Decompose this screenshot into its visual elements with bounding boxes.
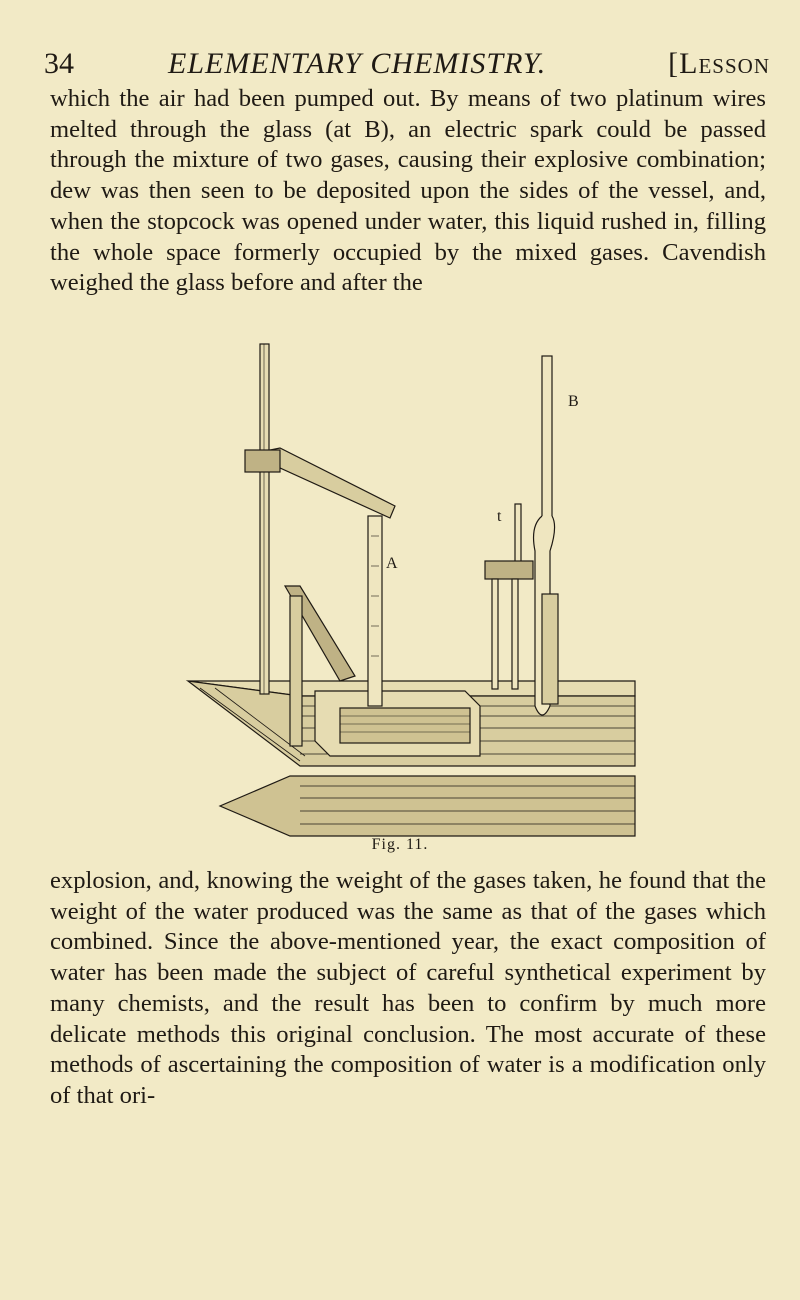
label-b: B	[568, 393, 579, 410]
label-t: t	[497, 508, 502, 525]
apparatus-illustration	[180, 336, 650, 846]
book-title: ELEMENTARY CHEMISTRY.	[168, 47, 547, 80]
base-board	[220, 776, 635, 836]
vessel-tube-b	[542, 356, 552, 521]
tube-a	[368, 516, 382, 706]
figure-caption: Fig. 11.	[371, 836, 429, 853]
label-a: A	[386, 555, 398, 572]
stand-rod	[260, 344, 269, 694]
section-label: [Lesson	[668, 47, 770, 80]
paragraph-top: which the air had been pumped out. By means of two platinum wires melted through the glass (at B), an electric spark could be passed through the mixture of two gases, causing their explosive combination; dew was then seen to be deposited upon the sides of the vessel, and, when the stopcock was opened under water, this liquid rushed in, filling the whole space formerly occupied by the mixed gases. Cavendish weighed the glass before and after the	[50, 85, 766, 297]
figure-apparatus	[180, 336, 650, 846]
page-number: 34	[44, 47, 74, 80]
paragraph-bottom: explosion, and, knowing the weight of the gases taken, he found that the weight of the water produced was the same as that of the gases which combined. Since the above-mentioned year, the exact composition of water has been made the subject of careful synthetical experiment by many chemists, and the result has been to confirm by much more delicate methods this original conclusion. The most accurate of these methods of ascertaining the composition of water is a modification only of that ori-	[50, 867, 766, 1109]
stopcock-t	[515, 504, 521, 564]
running-header	[40, 44, 770, 84]
